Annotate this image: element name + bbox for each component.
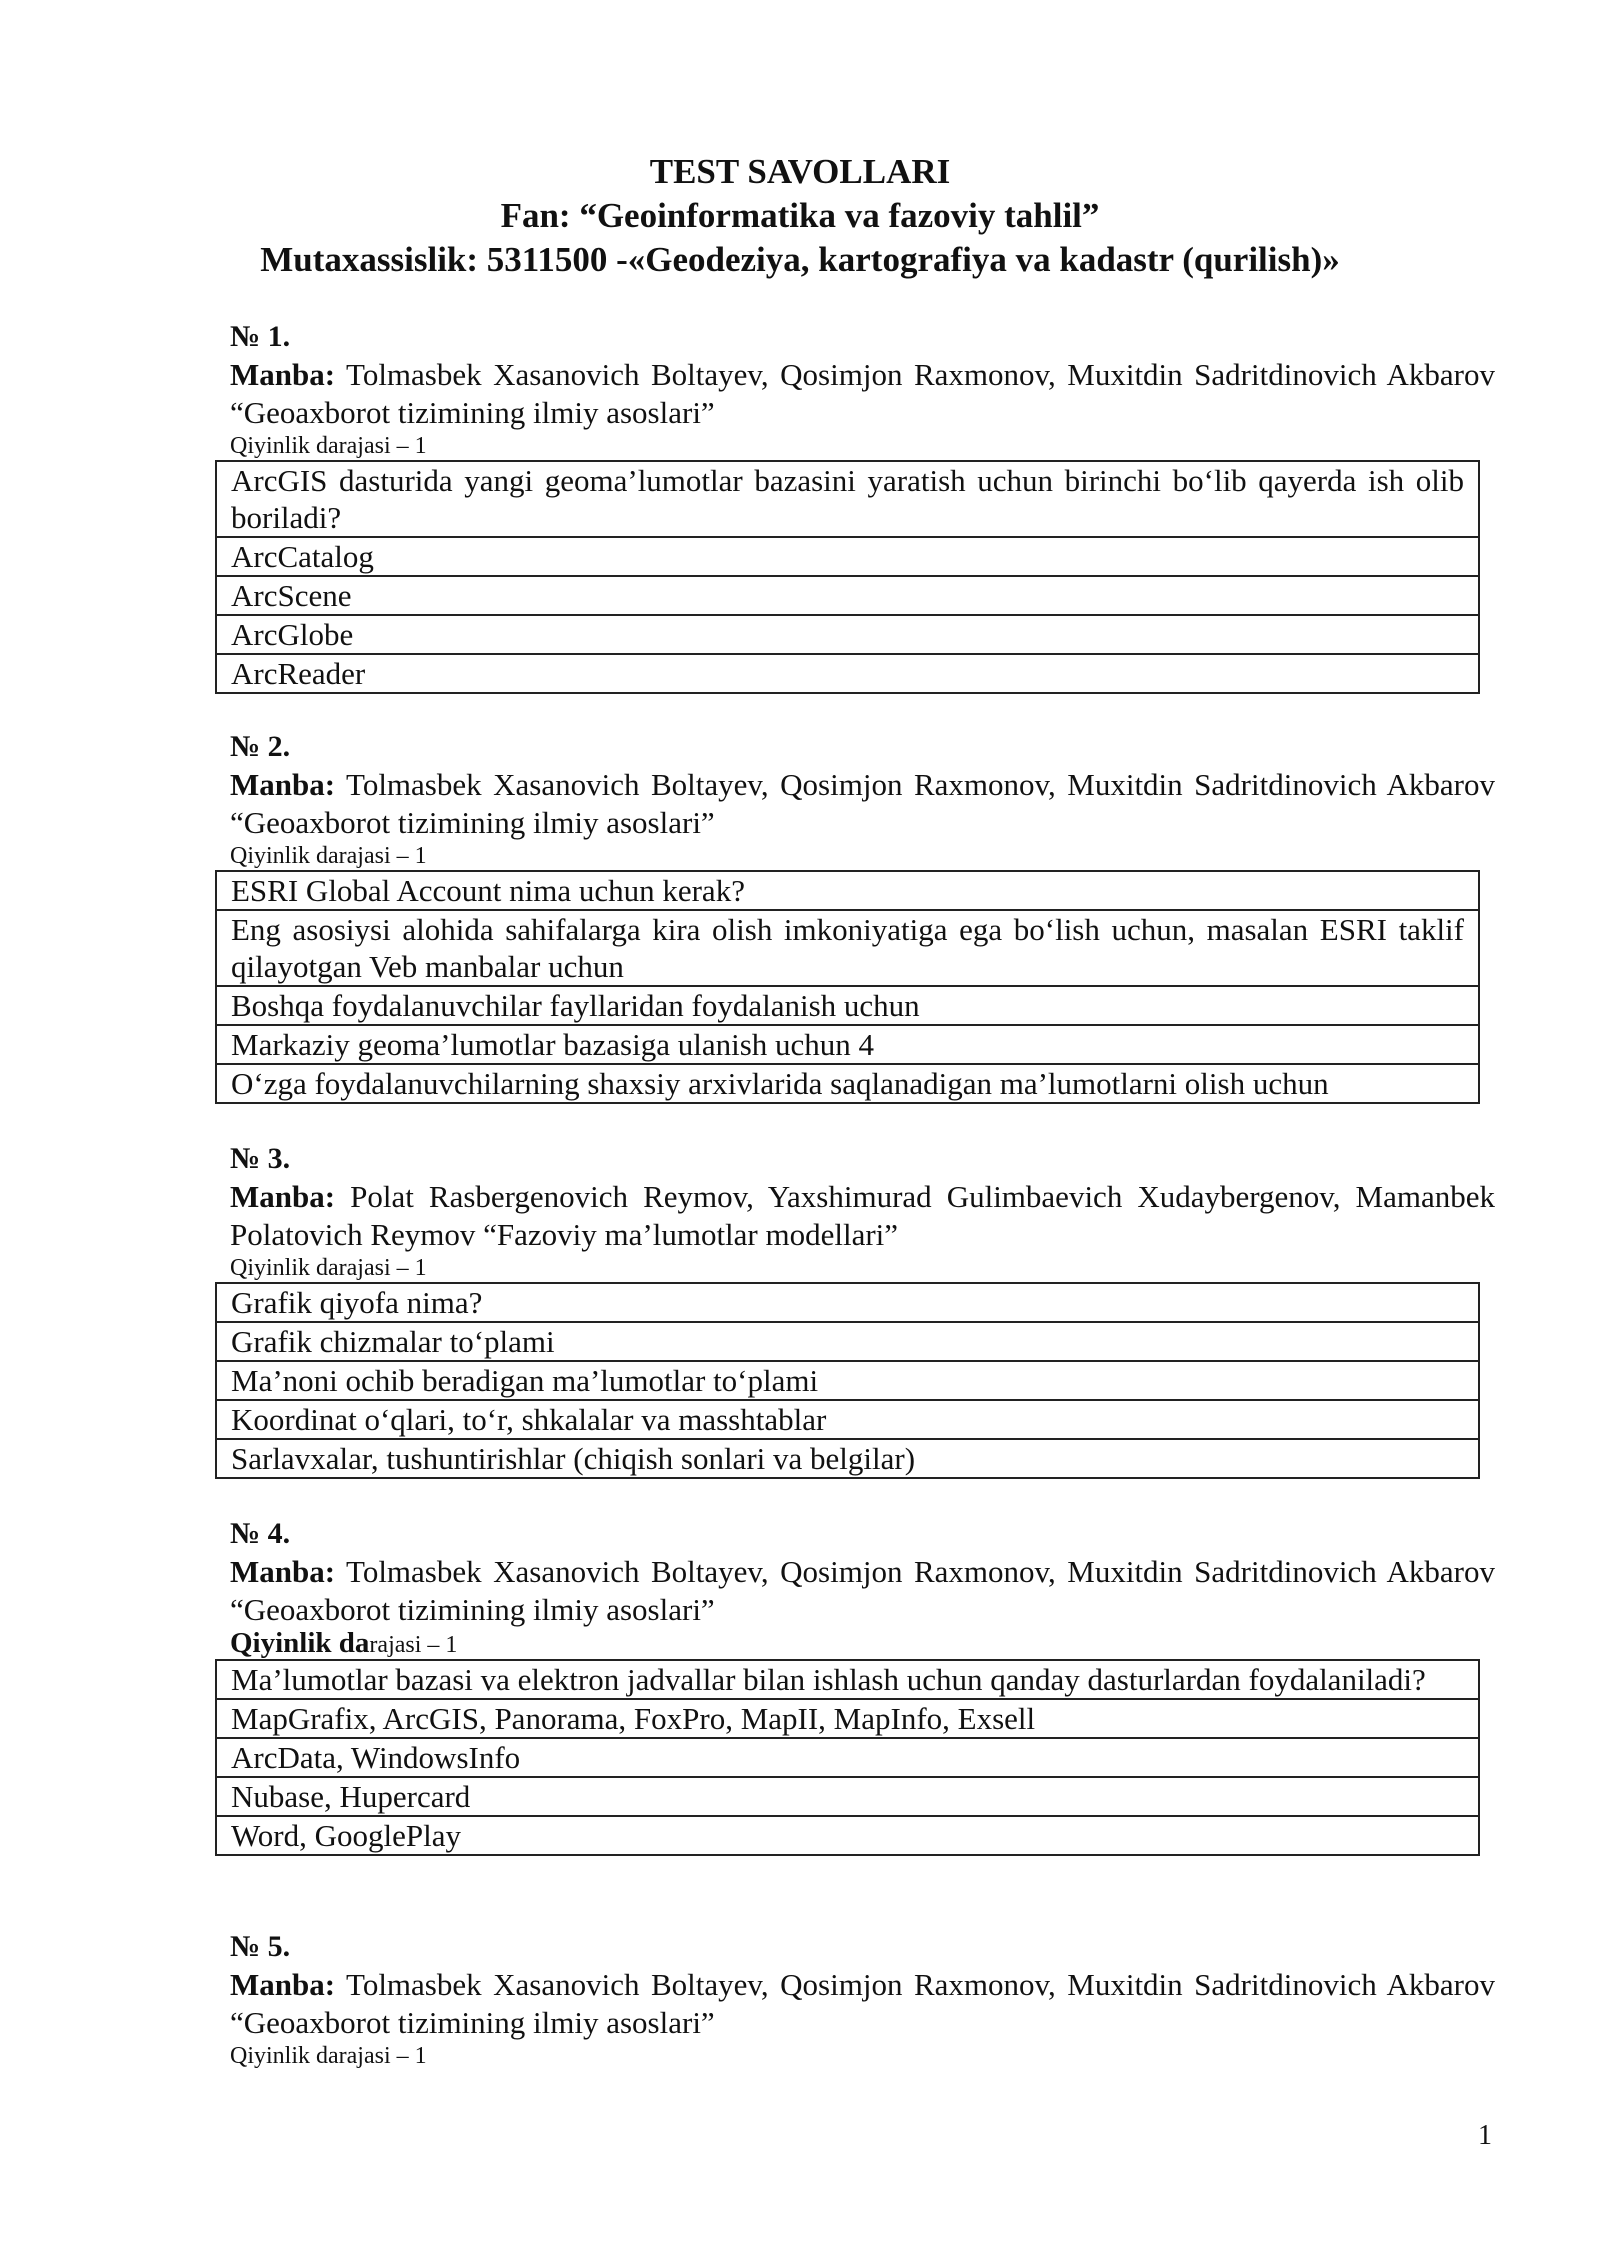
answer-option: Markaziy geoma’lumotlar bazasiga ulanish uchun 4 — [216, 1025, 1479, 1064]
table-row — [216, 1322, 1479, 1361]
page-number: 1 — [1478, 2120, 1492, 2151]
source-line — [230, 1553, 1495, 1629]
difficulty-level: Qiyinlik darajasi – 1 — [230, 2043, 427, 2069]
specialty-line: Mutaxassislik: 5311500 -«Geodeziya, kartografiya va kadastr (qurilish)» — [260, 240, 1340, 279]
source-text: Polat Rasbergenovich Reymov, Yaxshimurad Gulimbaevich Xudaybergenov, Mamanbek Polatovich Reymov “Fazoviy ma’lumotlar modellari” — [230, 1179, 1496, 1252]
source-label: Manba: — [230, 1554, 336, 1589]
table-row — [216, 871, 1479, 910]
question-text: ESRI Global Account nima uchun kerak? — [216, 871, 1479, 910]
source-label: Manba: — [230, 1967, 336, 2002]
answer-option: Word, GooglePlay — [216, 1816, 1479, 1855]
source-label: Manba: — [230, 767, 336, 802]
answer-option: Koordinat o‘qlari, to‘r, shkalalar va masshtablar — [216, 1400, 1479, 1439]
source-text: Tolmasbek Xasanovich Boltayev, Qosimjon Raxmonov, Muxitdin Sadritdinovich Akbarov “Geoaxborot tizimining ilmiy asoslari” — [230, 767, 1495, 840]
answer-option: Ma’noni ochib beradigan ma’lumotlar to‘plami — [216, 1361, 1479, 1400]
difficulty-level: Qiyinlik darajasi – 1 — [230, 1255, 427, 1281]
table-row — [216, 537, 1479, 576]
table-row — [216, 986, 1479, 1025]
question-text: ArcGIS dasturida yangi geoma’lumotlar bazasini yaratish uchun birinchi bo‘lib qayerda ish olib boriladi? — [216, 461, 1479, 537]
answer-option: ArcCatalog — [216, 537, 1479, 576]
answer-table — [215, 1282, 1480, 1479]
table-row — [216, 1025, 1479, 1064]
question-number: № 5. — [230, 1930, 291, 1963]
answer-option: MapGrafix, ArcGIS, Panorama, FoxPro, MapII, MapInfo, Exsell — [216, 1699, 1479, 1738]
table-row — [216, 576, 1479, 615]
table-row — [216, 1283, 1479, 1322]
answer-option: Eng asosiysi alohida sahifalarga kira olish imkoniyatiga ega bo‘lish uchun, masalan ESRI taklif qilayotgan Veb manbalar uchun — [216, 910, 1479, 986]
question-block-2 — [215, 728, 1495, 1104]
question-text: Ma’lumotlar bazasi va elektron jadvallar bilan ishlash uchun qanday dasturlardan foydalaniladi? — [216, 1660, 1479, 1699]
source-line — [230, 356, 1495, 432]
answer-option: Sarlavxalar, tushuntirishlar (chiqish sonlari va belgilar) — [216, 1439, 1479, 1478]
difficulty-rest: rajasi – 1 — [369, 1632, 458, 1658]
question-number: № 2. — [230, 730, 291, 763]
source-label: Manba: — [230, 1179, 336, 1214]
document-title: TEST SAVOLLARI — [649, 152, 951, 191]
question-text: Grafik qiyofa nima? — [216, 1283, 1479, 1322]
table-row — [216, 1660, 1479, 1699]
answer-option: ArcGlobe — [216, 615, 1479, 654]
source-line — [230, 1966, 1495, 2042]
answer-option: O‘zga foydalanuvchilarning shaxsiy arxivlarida saqlanadigan ma’lumotlarni olish uchun — [216, 1064, 1479, 1103]
question-block-5 — [215, 1928, 1495, 2070]
table-row — [216, 654, 1479, 693]
source-text: Tolmasbek Xasanovich Boltayev, Qosimjon Raxmonov, Muxitdin Sadritdinovich Akbarov “Geoaxborot tizimining ilmiy asoslari” — [230, 357, 1495, 430]
answer-table — [215, 870, 1480, 1104]
answer-option: Boshqa foydalanuvchilar fayllaridan foydalanish uchun — [216, 986, 1479, 1025]
answer-option: Nubase, Hupercard — [216, 1777, 1479, 1816]
difficulty-level — [230, 1629, 1495, 1659]
table-row — [216, 1816, 1479, 1855]
table-row — [216, 1777, 1479, 1816]
table-row — [216, 615, 1479, 654]
question-block-4 — [215, 1515, 1495, 1856]
difficulty-level: Qiyinlik darajasi – 1 — [230, 843, 427, 869]
question-block-1 — [215, 318, 1495, 694]
table-row — [216, 461, 1479, 537]
answer-option: ArcData, WindowsInfo — [216, 1738, 1479, 1777]
answer-option: ArcScene — [216, 576, 1479, 615]
table-row — [216, 1400, 1479, 1439]
question-block-3 — [215, 1140, 1495, 1479]
question-number: № 3. — [230, 1142, 291, 1175]
table-row — [216, 1361, 1479, 1400]
source-line — [230, 1178, 1495, 1254]
answer-option: ArcReader — [216, 654, 1479, 693]
source-label: Manba: — [230, 357, 336, 392]
source-line — [230, 766, 1495, 842]
table-row — [216, 1699, 1479, 1738]
subject-line: Fan: “Geoinformatika va fazoviy tahlil” — [500, 196, 1100, 235]
difficulty-level: Qiyinlik darajasi – 1 — [230, 433, 427, 459]
question-number: № 4. — [230, 1517, 291, 1550]
answer-option: Grafik chizmalar to‘plami — [216, 1322, 1479, 1361]
table-row — [216, 1738, 1479, 1777]
table-row — [216, 1439, 1479, 1478]
difficulty-bold-part: Qiyinlik da — [230, 1627, 370, 1659]
document-header — [0, 150, 1600, 282]
source-text: Tolmasbek Xasanovich Boltayev, Qosimjon Raxmonov, Muxitdin Sadritdinovich Akbarov “Geoaxborot tizimining ilmiy asoslari” — [230, 1967, 1495, 2040]
answer-table — [215, 1659, 1480, 1856]
table-row — [216, 1064, 1479, 1103]
answer-table — [215, 460, 1480, 694]
source-text: Tolmasbek Xasanovich Boltayev, Qosimjon Raxmonov, Muxitdin Sadritdinovich Akbarov “Geoaxborot tizimining ilmiy asoslari” — [230, 1554, 1495, 1627]
table-row — [216, 910, 1479, 986]
question-number: № 1. — [230, 320, 291, 353]
